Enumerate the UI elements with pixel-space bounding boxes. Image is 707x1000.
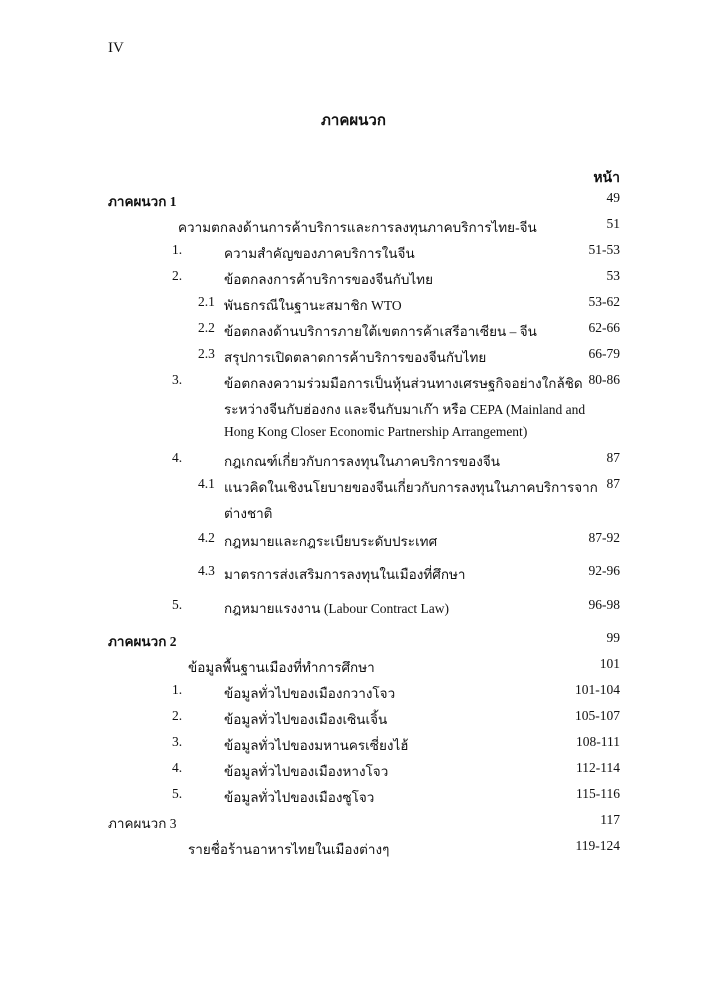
toc-heading-appendix-3 xyxy=(0,812,707,836)
toc-text: สรุปการเปิดตลาดการค้าบริการของจีนกับไทย xyxy=(224,350,487,365)
toc-text: ระหว่างจีนกับฮ่องกง และจีนกับมาเก๊า หรือ CEPA (Mainland and xyxy=(224,402,586,417)
toc-page: 105-107 xyxy=(575,708,620,723)
toc-number: 1. xyxy=(172,242,183,257)
toc-page: 51-53 xyxy=(588,242,620,257)
toc-entry xyxy=(0,294,707,318)
toc-number: 1. xyxy=(172,682,183,697)
toc-page: 92-96 xyxy=(588,563,620,578)
toc-heading-appendix-2 xyxy=(0,630,707,654)
toc-page: 53 xyxy=(606,268,620,283)
toc-page: 80-86 xyxy=(588,372,620,387)
toc-number: 4.1 xyxy=(198,476,215,491)
toc-entry xyxy=(0,242,707,266)
toc-text: ต่างชาติ xyxy=(224,506,273,521)
toc-page: 51 xyxy=(606,216,620,231)
toc-text: กฎหมายและกฎระเบียบระดับประเทศ xyxy=(224,534,438,549)
toc-text: ข้อตกลงการค้าบริการของจีนกับไทย xyxy=(224,272,433,287)
toc-page: 115-116 xyxy=(576,786,620,801)
toc-page: 87 xyxy=(606,450,620,465)
page-title: ภาคผนวก xyxy=(321,113,386,129)
toc-entry xyxy=(0,597,707,621)
toc-text: ข้อตกลงความร่วมมือการเป็นหุ้นส่วนทางเศรษฐกิจอย่างใกล้ชิด xyxy=(224,376,583,391)
toc-text: ข้อมูลทั่วไปของเมืองซูโจว xyxy=(224,790,375,805)
toc-page: 108-111 xyxy=(576,734,620,749)
toc-page: 53-62 xyxy=(588,294,620,309)
toc-sub-appendix-3 xyxy=(0,838,707,862)
toc-page: 119-124 xyxy=(575,838,620,853)
toc-number: 4.3 xyxy=(198,563,215,578)
toc-text: กฎเกณฑ์เกี่ยวกับการลงทุนในภาคบริการของจีน xyxy=(224,454,500,469)
toc-entry xyxy=(0,450,707,474)
toc-entry xyxy=(0,372,707,396)
toc-entry xyxy=(0,708,707,732)
toc-entry xyxy=(0,320,707,344)
page-number: IV xyxy=(108,40,124,56)
toc-entry xyxy=(0,734,707,758)
toc-text: ข้อมูลทั่วไปของเมืองเซินเจิ้น xyxy=(224,712,388,727)
toc-heading-label: ภาคผนวก 2 xyxy=(108,634,177,649)
toc-number: 4. xyxy=(172,760,183,775)
toc-entry xyxy=(0,760,707,784)
toc-number: 2. xyxy=(172,268,183,283)
toc-page: 96-98 xyxy=(588,597,620,612)
toc-number: 4.2 xyxy=(198,530,215,545)
toc-heading-label: ภาคผนวก 3 xyxy=(108,816,177,831)
toc-page: 49 xyxy=(606,190,620,205)
toc-text: ข้อมูลทั่วไปของมหานครเซี่ยงไฮ้ xyxy=(224,738,409,753)
toc-number: 3. xyxy=(172,734,183,749)
toc-entry-continuation xyxy=(0,424,707,448)
toc-text: ข้อมูลทั่วไปของเมืองหางโจว xyxy=(224,764,389,779)
toc-entry-continuation xyxy=(0,502,707,526)
toc-number: 5. xyxy=(172,597,183,612)
toc-text: มาตรการส่งเสริมการลงทุนในเมืองที่ศึกษา xyxy=(224,567,466,582)
toc-number: 5. xyxy=(172,786,183,801)
toc-sub-label: รายชื่อร้านอาหารไทยในเมืองต่างๆ xyxy=(188,842,390,857)
toc-page: 112-114 xyxy=(576,760,620,775)
toc-page: 101-104 xyxy=(575,682,620,697)
toc-page: 101 xyxy=(599,656,620,671)
toc-page: 117 xyxy=(600,812,620,827)
toc-page: 99 xyxy=(606,630,620,645)
toc-number: 2.2 xyxy=(198,320,215,335)
toc-entry xyxy=(0,476,707,500)
toc-text: ข้อมูลทั่วไปของเมืองกวางโจว xyxy=(224,686,396,701)
toc-heading-label: ภาคผนวก 1 xyxy=(108,194,177,209)
toc-text: กฎหมายแรงงาน (Labour Contract Law) xyxy=(224,601,450,616)
toc-entry xyxy=(0,563,707,587)
page-column-header: หน้า xyxy=(593,171,620,186)
toc-entry xyxy=(0,682,707,706)
toc-text: ข้อตกลงด้านบริการภายใต้เขตการค้าเสรีอาเซียน – จีน xyxy=(224,324,537,339)
toc-text: พันธกรณีในฐานะสมาชิก WTO xyxy=(224,298,402,313)
toc-number: 4. xyxy=(172,450,183,465)
toc-page: 87 xyxy=(606,476,620,491)
toc-text: Hong Kong Closer Economic Partnership Arrangement) xyxy=(224,424,528,439)
toc-sub-appendix-2 xyxy=(0,656,707,680)
toc-entry xyxy=(0,530,707,554)
toc-text: แนวคิดในเชิงนโยบายของจีนเกี่ยวกับการลงทุนในภาคบริการจาก xyxy=(224,480,598,495)
toc-text: ความสำคัญของภาคบริการในจีน xyxy=(224,246,415,261)
toc-entry-continuation xyxy=(0,398,707,422)
toc-page: 66-79 xyxy=(588,346,620,361)
toc-entry xyxy=(0,268,707,292)
toc-sub-label: ข้อมูลพื้นฐานเมืองที่ทำการศึกษา xyxy=(188,660,375,675)
toc-heading-appendix-1 xyxy=(0,190,707,214)
toc-number: 2. xyxy=(172,708,183,723)
toc-number: 2.3 xyxy=(198,346,215,361)
toc-entry xyxy=(0,346,707,370)
toc-number: 2.1 xyxy=(198,294,215,309)
toc-sub-appendix-1 xyxy=(0,216,707,240)
toc-entry xyxy=(0,786,707,810)
toc-page: 62-66 xyxy=(588,320,620,335)
toc-sub-label: ความตกลงด้านการค้าบริการและการลงทุนภาคบริการไทย-จีน xyxy=(178,220,537,235)
toc-page: 87-92 xyxy=(588,530,620,545)
toc-number: 3. xyxy=(172,372,183,387)
